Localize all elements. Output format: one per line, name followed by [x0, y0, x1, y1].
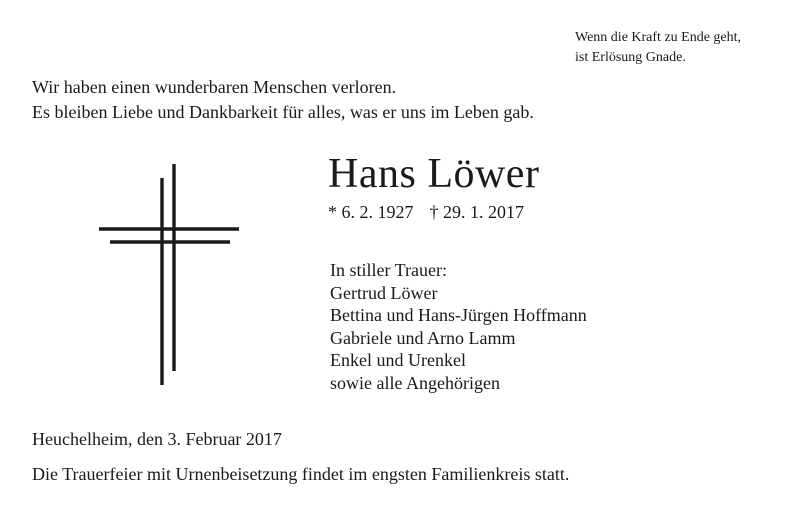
place-and-date: Heuchelheim, den 3. Februar 2017 [32, 429, 282, 449]
birth-date: * 6. 2. 1927 [328, 202, 414, 222]
motto-line-1: Wenn die Kraft zu Ende geht, [575, 30, 742, 45]
intro-line-2: Es bleiben Liebe und Dankbarkeit für alles, was er uns im Leben gab. [32, 102, 534, 122]
motto-quote [575, 28, 741, 68]
intro-line-1: Wir haben einen wunderbaren Menschen verloren. [32, 77, 397, 97]
intro-text [32, 75, 534, 125]
motto-line-2: ist Erlösung Gnade. [575, 50, 686, 65]
mourner-name: sowie alle Angehörigen [330, 372, 500, 393]
life-dates [328, 200, 524, 224]
mourners-list [330, 259, 587, 394]
ceremony-note: Die Trauerfeier mit Urnenbeisetzung findet im engsten Familienkreis statt. [32, 464, 570, 484]
mourner-name: Gertrud Löwer [330, 282, 438, 303]
death-date: † 29. 1. 2017 [429, 202, 524, 222]
mourners-heading: In stiller Trauer: [330, 260, 447, 280]
deceased-name: Hans Löwer [328, 151, 540, 197]
mourner-name: Bettina und Hans-Jürgen Hoffmann [330, 305, 587, 325]
mourner-name: Enkel und Urenkel [330, 350, 466, 370]
cross-icon [95, 160, 245, 390]
mourner-name: Gabriele und Arno Lamm [330, 327, 516, 348]
